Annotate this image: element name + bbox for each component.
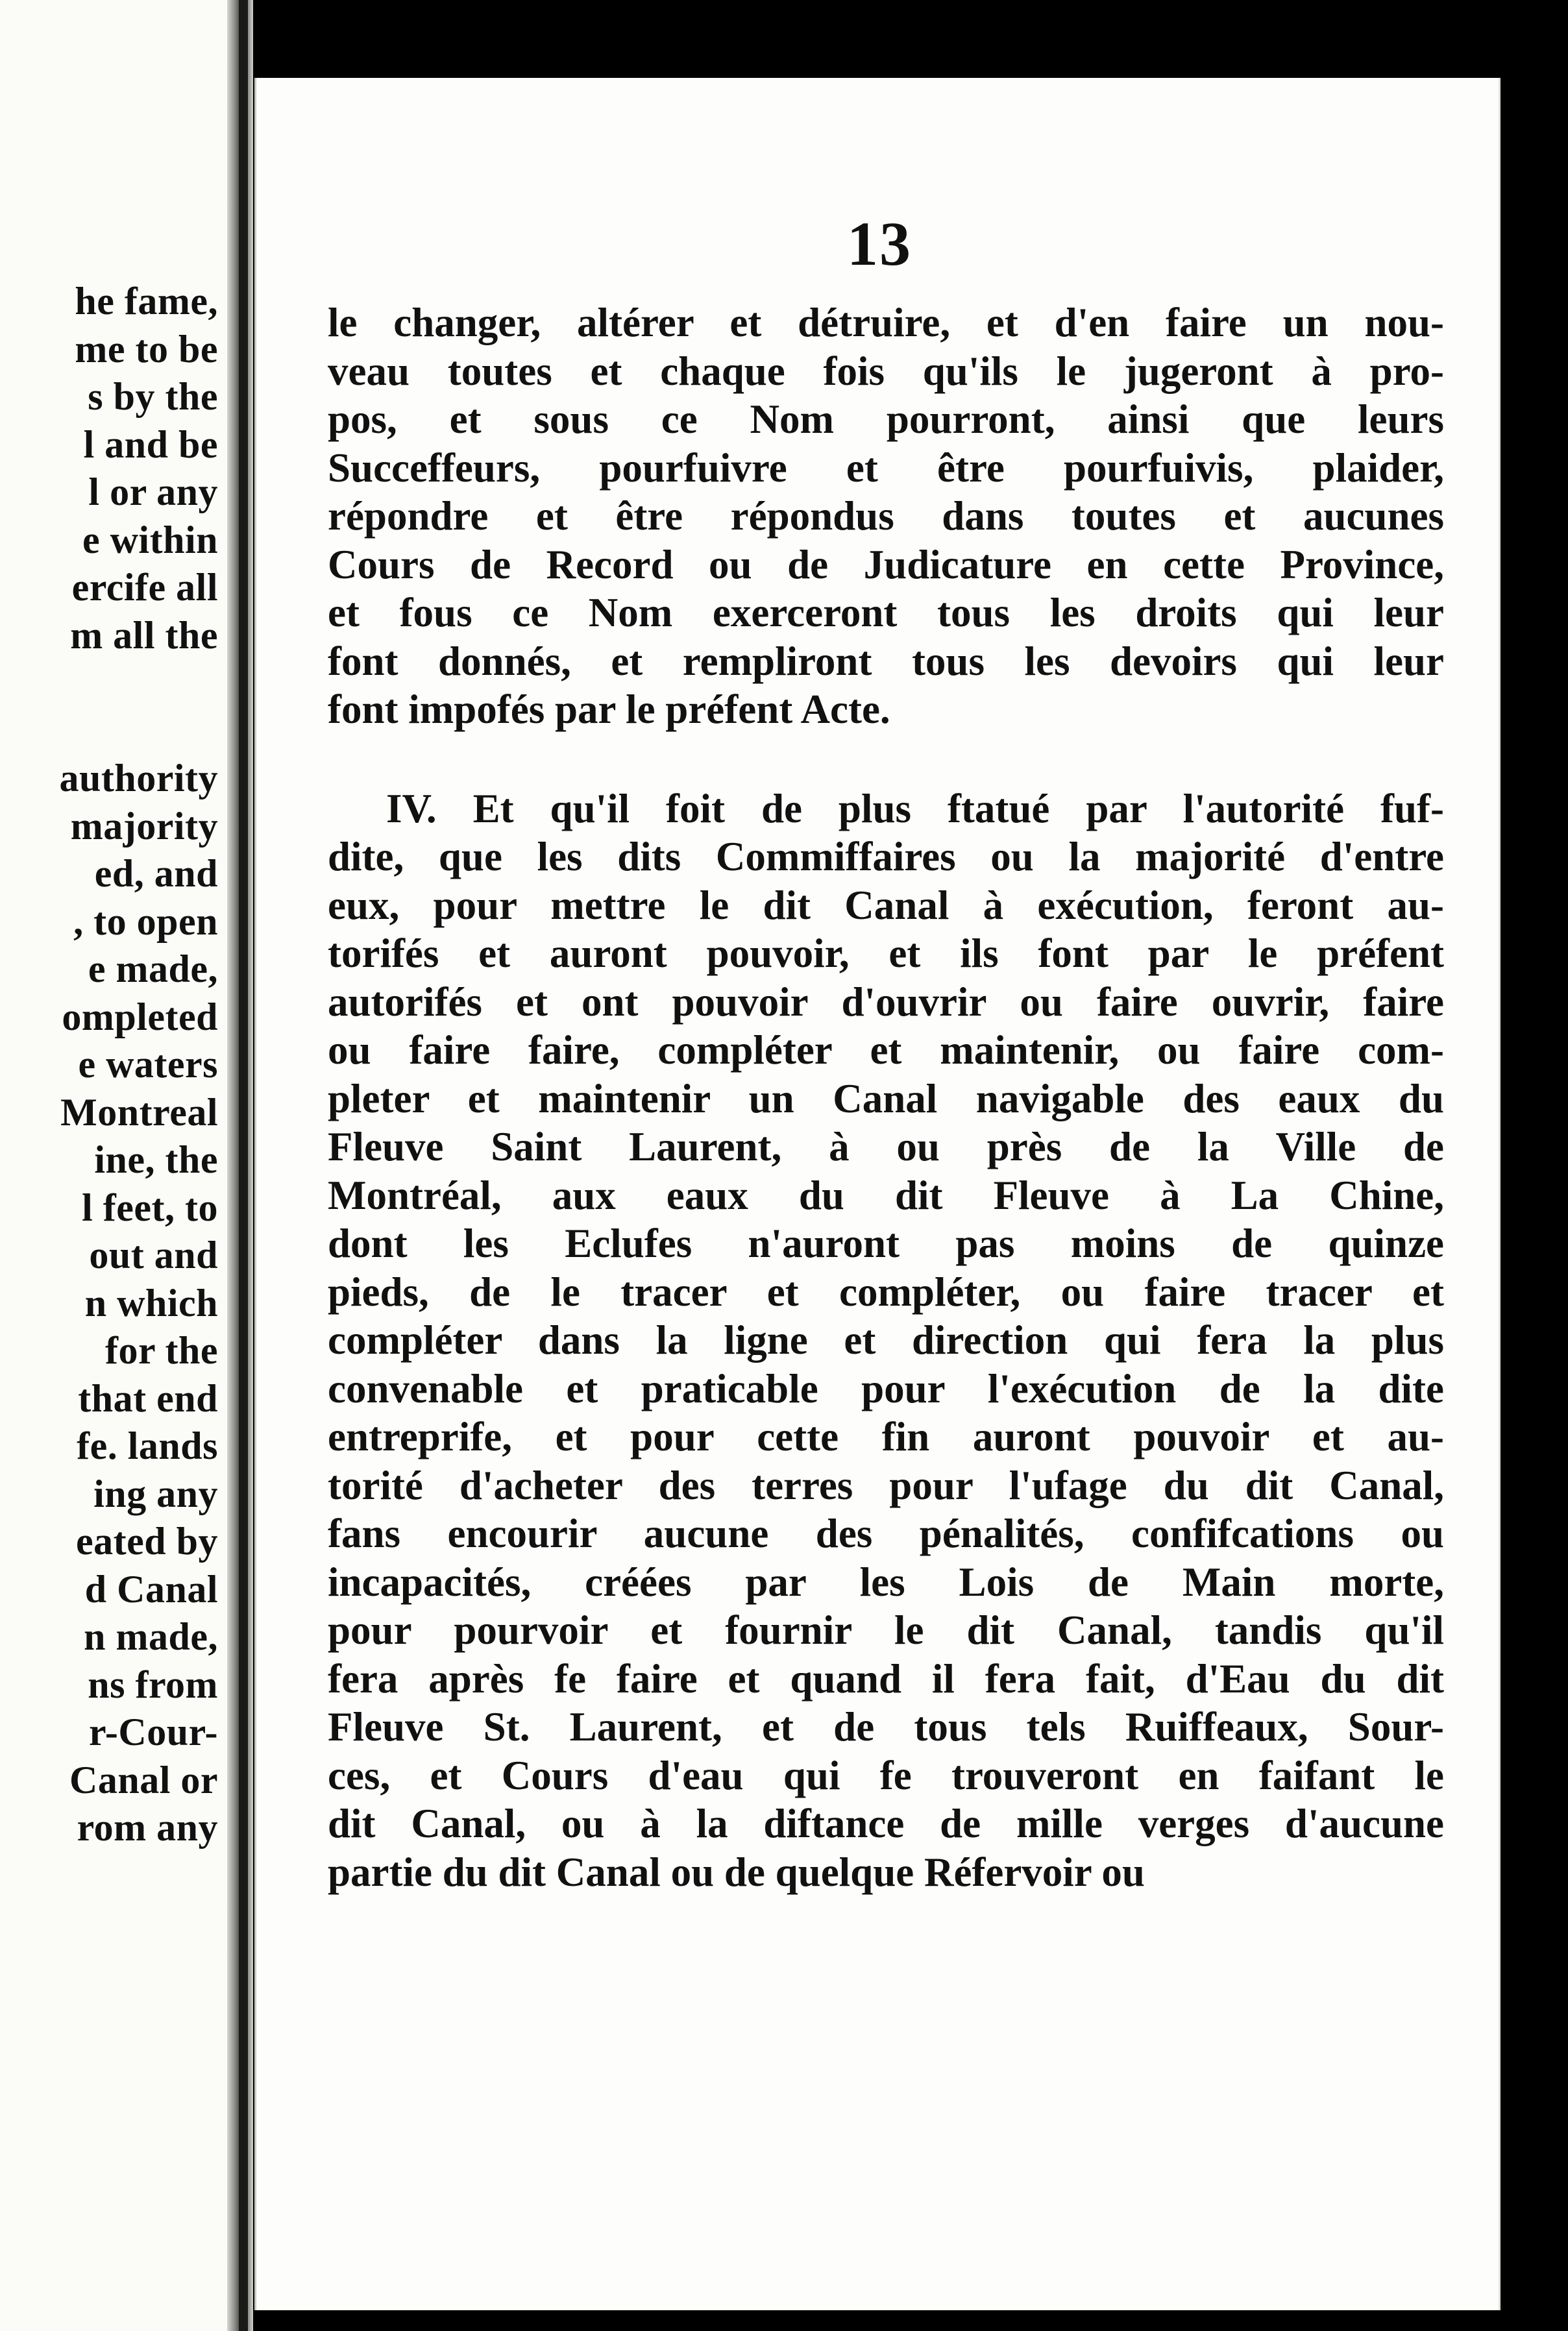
text-line: dite, que les dits Commiffaires ou la majorité d'entre (328, 834, 1444, 879)
text-line: torité d'acheter des terres pour l'ufage du dit Canal, (328, 1462, 1444, 1508)
right-page (254, 78, 1502, 2310)
text-line: eux, pour mettre le dit Canal à exécution, feront au- (328, 882, 1444, 928)
text-line: et fous ce Nom exerceront tous les droits qui leur (328, 590, 1444, 635)
gutter-shadow (239, 0, 248, 2331)
left-page-line: ompleted (62, 995, 218, 1038)
right-border (1501, 0, 1568, 2331)
left-page-line: out and (89, 1234, 218, 1276)
text-line: Cours de Record ou de Judicature en cette Province, (328, 541, 1444, 587)
left-page-line: l and be (83, 422, 218, 466)
text-line: torifés et auront pouvoir, et ils font par le préfent (328, 931, 1444, 976)
text-line: dont les Eclufes n'auront pas moins de quinze (328, 1221, 1444, 1266)
left-page-line: r-Cour- (89, 1711, 218, 1753)
page-number: 13 (847, 209, 912, 278)
text-line: pos, et sous ce Nom pourront, ainsi que leurs (328, 397, 1444, 442)
text-line: fans encourir aucune des pénalités, confifcations ou (328, 1511, 1444, 1556)
left-page-line: n which (84, 1281, 218, 1324)
text-line: Montréal, aux eaux du dit Fleuve à La Chine, (328, 1172, 1444, 1218)
text-line: fera après fe faire et quand il fera fait, d'Eau du dit (328, 1655, 1444, 1702)
text-line: pieds, de le tracer et compléter, ou faire tracer et (328, 1269, 1444, 1315)
text-line: ou faire faire, compléter et maintenir, ou faire com- (328, 1027, 1444, 1073)
text-line: autorifés et ont pouvoir d'ouvrir ou faire ouvrir, faire (328, 979, 1444, 1025)
text-line: Fleuve Saint Laurent, à ou près de la Ville de (328, 1124, 1444, 1169)
text-line: IV. Et qu'il foit de plus ftatué par l'autorité fuf- (386, 785, 1444, 831)
text-line: répondre et être répondus dans toutes et aucunes (328, 493, 1444, 539)
left-page-fragment (0, 0, 227, 2331)
left-page-line: eated by (76, 1520, 218, 1563)
bottom-border (254, 2310, 1501, 2331)
left-page-line: Montreal (60, 1090, 218, 1134)
left-page-line: ine, the (94, 1138, 218, 1181)
left-page-line: s by the (88, 375, 218, 418)
left-page-line: e waters (78, 1043, 218, 1086)
text-line: entreprife, et pour cette fin auront pouvoir et au- (328, 1414, 1444, 1459)
left-page-line: me to be (75, 327, 218, 371)
left-page-line: d Canal (84, 1567, 218, 1611)
paragraph-2 (328, 785, 1444, 1897)
text-line: ces, et Cours d'eau qui fe trouveront en faifant le (328, 1752, 1444, 1798)
text-line: dit Canal, ou à la diftance de mille verges d'aucune (328, 1801, 1444, 1846)
text-line: partie du dit Canal ou de quelque Réfervoir ou (328, 1849, 1145, 1895)
left-page-line: that end (78, 1376, 218, 1420)
text-line: veau toutes et chaque fois qu'ils le jugeront à pro- (328, 348, 1444, 394)
left-page-line: , to open (73, 899, 218, 943)
left-page-line: n made, (84, 1615, 218, 1658)
left-page-line: e within (82, 518, 218, 561)
left-page-line: l or any (88, 470, 218, 513)
text-line: convenable et praticable pour l'exécution de la dite (328, 1365, 1444, 1411)
left-page-line: ed, and (94, 852, 218, 895)
text-line: Succeffeurs, pourfuivre et être pourfuivis, plaider, (328, 445, 1444, 491)
left-page-line: e made, (88, 947, 218, 990)
left-page-line: he fame, (75, 280, 218, 323)
text-line: Fleuve St. Laurent, et de tous tels Ruiffeaux, Sour- (328, 1704, 1444, 1750)
left-page-line: ing any (93, 1472, 218, 1515)
left-page-line: rom any (77, 1806, 218, 1849)
text-line: le changer, altérer et détruire, et d'en faire un nou- (328, 300, 1444, 345)
paragraph-1 (328, 299, 1444, 734)
left-page-line: authority (59, 757, 218, 799)
text-line: pour pourvoir et fournir le dit Canal, tandis qu'il (328, 1607, 1444, 1653)
text-line: pleter et maintenir un Canal navigable des eaux du (328, 1075, 1444, 1121)
left-page-line: fe. lands (77, 1424, 218, 1467)
paragraph-gap (328, 734, 1444, 785)
left-page-line: l feet, to (82, 1186, 218, 1229)
text-line: font impofés par le préfent Acte. (328, 687, 890, 732)
text-line: font donnés, et rempliront tous les devoirs qui leur (328, 638, 1444, 684)
left-page-line: for the (104, 1329, 218, 1372)
left-page-line: m all the (70, 613, 218, 657)
left-page-line: ns from (88, 1663, 218, 1706)
left-page-line: ercife all (71, 566, 218, 609)
text-line: compléter dans la ligne et direction qui fera la plus (328, 1317, 1444, 1363)
left-page-line: Canal or (69, 1758, 218, 1801)
text-line: incapacités, créées par les Lois de Main morte, (328, 1559, 1444, 1605)
left-page-line: majority (70, 804, 218, 848)
page-body (328, 299, 1444, 1896)
